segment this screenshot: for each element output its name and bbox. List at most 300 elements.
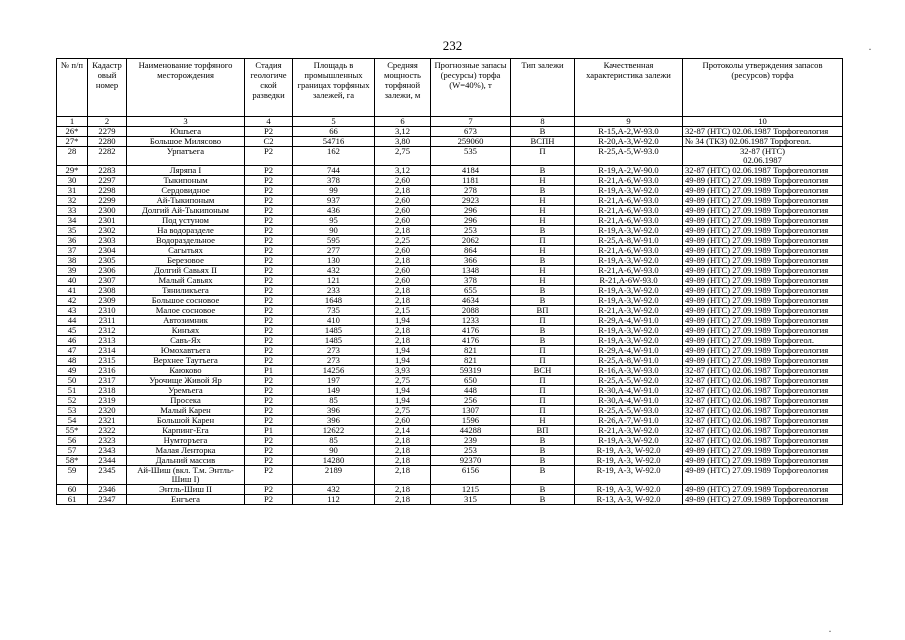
column-number: 3: [127, 117, 245, 127]
row-number: 44: [57, 316, 88, 326]
deposit-type: В: [511, 485, 575, 495]
area-value: 112: [293, 495, 375, 505]
table-row: [57, 296, 843, 306]
table-row: [57, 216, 843, 226]
exploration-stage: С2: [245, 137, 293, 147]
deposit-type: П: [511, 406, 575, 416]
deposit-type: В: [511, 127, 575, 137]
approval-protocol: 32-87 (НТС) 02.06.1987 Торфогеология: [683, 386, 843, 396]
reserves-value: 296: [431, 216, 511, 226]
header-cell: Средняя мощность торфяной залежи, м: [375, 59, 431, 117]
quality-characteristic: R-25,A-5,W-93.0: [575, 147, 683, 166]
row-number: 41: [57, 286, 88, 296]
quality-characteristic: R-21,A-6,W-93.0: [575, 246, 683, 256]
reserves-value: 673: [431, 127, 511, 137]
deposit-type: Н: [511, 196, 575, 206]
area-value: 121: [293, 276, 375, 286]
depth-value: 2,18: [375, 326, 431, 336]
cadastral-number: 2312: [88, 326, 127, 336]
page-number: 232: [442, 38, 463, 53]
reserves-value: 278: [431, 186, 511, 196]
depth-value: 1,94: [375, 316, 431, 326]
approval-protocol: 49-89 (НТС) 27.09.1989 Торфогеология: [683, 186, 843, 196]
exploration-stage: P2: [245, 236, 293, 246]
deposit-name: Большое Милясово: [127, 137, 245, 147]
exploration-stage: P2: [245, 396, 293, 406]
deposit-type: Н: [511, 206, 575, 216]
area-value: 396: [293, 416, 375, 426]
cadastral-number: 2308: [88, 286, 127, 296]
area-value: 54716: [293, 137, 375, 147]
column-number: 2: [88, 117, 127, 127]
deposit-type: П: [511, 346, 575, 356]
exploration-stage: P2: [245, 436, 293, 446]
row-number: 45: [57, 326, 88, 336]
deposit-name: Водораздельное: [127, 236, 245, 246]
peat-deposits-table: [56, 58, 843, 505]
approval-protocol: 32-87 (НТС) 02.06.1987 Торфогеология: [683, 127, 843, 137]
deposit-name: Долгий Ай-Тыкипоным: [127, 206, 245, 216]
approval-protocol: 32-87 (НТС) 02.06.1987 Торфогеология: [683, 416, 843, 426]
scan-dot-mark: ·: [868, 42, 872, 56]
depth-value: 2,60: [375, 176, 431, 186]
exploration-stage: P2: [245, 376, 293, 386]
exploration-stage: P2: [245, 316, 293, 326]
table-row: [57, 286, 843, 296]
row-number: 60: [57, 485, 88, 495]
cadastral-number: 2321: [88, 416, 127, 426]
deposit-name: Большое сосновое: [127, 296, 245, 306]
area-value: 197: [293, 376, 375, 386]
reserves-value: 2062: [431, 236, 511, 246]
deposit-type: В: [511, 296, 575, 306]
reserves-value: 44288: [431, 426, 511, 436]
header-row: [57, 59, 843, 117]
deposit-name: Автозимник: [127, 316, 245, 326]
exploration-stage: P2: [245, 495, 293, 505]
table-row: [57, 316, 843, 326]
deposit-type: В: [511, 436, 575, 446]
deposit-name: Долгий Савьях II: [127, 266, 245, 276]
quality-characteristic: R-19,A-2,W-90.0: [575, 166, 683, 176]
cadastral-number: 2313: [88, 336, 127, 346]
area-value: 1485: [293, 336, 375, 346]
row-number: 51: [57, 386, 88, 396]
table-row: [57, 456, 843, 466]
deposit-name: Сагытьях: [127, 246, 245, 256]
quality-characteristic: R-25,A-5,W-93.0: [575, 406, 683, 416]
deposit-name: Березовое: [127, 256, 245, 266]
approval-protocol: 49-89 (НТС) 27.09.1989 Торфогеология: [683, 485, 843, 495]
quality-characteristic: R-21,A-6,W-93.0: [575, 176, 683, 186]
quality-characteristic: R-19, A-3, W-92.0: [575, 466, 683, 485]
cadastral-number: 2298: [88, 186, 127, 196]
table-row: [57, 346, 843, 356]
exploration-stage: P2: [245, 226, 293, 236]
deposit-name: Савъ-Ях: [127, 336, 245, 346]
depth-value: 2,18: [375, 336, 431, 346]
deposit-type: В: [511, 466, 575, 485]
deposit-type: ВСН: [511, 366, 575, 376]
table-row: [57, 386, 843, 396]
exploration-stage: P2: [245, 166, 293, 176]
depth-value: 2,25: [375, 236, 431, 246]
exploration-stage: P1: [245, 426, 293, 436]
row-number: 33: [57, 206, 88, 216]
reserves-value: 259060: [431, 137, 511, 147]
deposit-type: В: [511, 446, 575, 456]
quality-characteristic: R-19,A-3,W-92.0: [575, 326, 683, 336]
row-number: 26*: [57, 127, 88, 137]
cadastral-number: 2316: [88, 366, 127, 376]
approval-protocol: 49-89 (НТС) 27.09.1989 Торфогеология: [683, 316, 843, 326]
quality-characteristic: R-26,A-7,W-91.0: [575, 416, 683, 426]
deposit-type: П: [511, 386, 575, 396]
deposit-name: На водоразделе: [127, 226, 245, 236]
depth-value: 1,94: [375, 396, 431, 406]
reserves-value: 650: [431, 376, 511, 386]
deposit-name: Тяниликъега: [127, 286, 245, 296]
deposit-type: П: [511, 236, 575, 246]
cadastral-number: 2302: [88, 226, 127, 236]
exploration-stage: P2: [245, 296, 293, 306]
approval-protocol: 32-87 (НТС) 02.06.1987 Торфогеология: [683, 406, 843, 416]
reserves-value: 256: [431, 396, 511, 406]
exploration-stage: P2: [245, 485, 293, 495]
deposit-type: В: [511, 286, 575, 296]
depth-value: 3,80: [375, 137, 431, 147]
quality-characteristic: R-29,A-4,W-91.0: [575, 316, 683, 326]
reserves-value: 4176: [431, 336, 511, 346]
cadastral-number: 2318: [88, 386, 127, 396]
row-number: 39: [57, 266, 88, 276]
table-row: [57, 147, 843, 166]
exploration-stage: P2: [245, 286, 293, 296]
cadastral-number: 2317: [88, 376, 127, 386]
quality-characteristic: R-30,A-4,W-91.0: [575, 386, 683, 396]
reserves-value: 253: [431, 446, 511, 456]
area-value: 744: [293, 166, 375, 176]
exploration-stage: P2: [245, 196, 293, 206]
reserves-value: 655: [431, 286, 511, 296]
cadastral-number: 2297: [88, 176, 127, 186]
cadastral-number: 2303: [88, 236, 127, 246]
row-number: 38: [57, 256, 88, 266]
deposit-type: В: [511, 226, 575, 236]
area-value: 2189: [293, 466, 375, 485]
cadastral-number: 2320: [88, 406, 127, 416]
cadastral-number: 2314: [88, 346, 127, 356]
approval-protocol: 32-87 (НТС) 02.06.1987 Торфогеология: [683, 166, 843, 176]
deposit-name: Дальний массив: [127, 456, 245, 466]
column-number-row: [57, 117, 843, 127]
depth-value: 2,60: [375, 416, 431, 426]
deposit-type: В: [511, 456, 575, 466]
deposit-type: В: [511, 256, 575, 266]
exploration-stage: P2: [245, 336, 293, 346]
reserves-value: 4184: [431, 166, 511, 176]
cadastral-number: 2307: [88, 276, 127, 286]
header-cell: Стадия геологиче ской разведки: [245, 59, 293, 117]
cadastral-number: 2301: [88, 216, 127, 226]
exploration-stage: P2: [245, 206, 293, 216]
reserves-value: 448: [431, 386, 511, 396]
exploration-stage: P2: [245, 346, 293, 356]
table-row: [57, 176, 843, 186]
row-number: 56: [57, 436, 88, 446]
deposit-name: Ай-Тыкипоным: [127, 196, 245, 206]
area-value: 66: [293, 127, 375, 137]
row-number: 28: [57, 147, 88, 166]
deposit-name: Кинъях: [127, 326, 245, 336]
exploration-stage: P2: [245, 176, 293, 186]
area-value: 95: [293, 216, 375, 226]
header-cell: Площадь в промышленных границах торфяных залежей, га: [293, 59, 375, 117]
row-number: 43: [57, 306, 88, 316]
row-number: 30: [57, 176, 88, 186]
table-row: [57, 466, 843, 485]
area-value: 378: [293, 176, 375, 186]
area-value: 14280: [293, 456, 375, 466]
quality-characteristic: R-19,A-3,W-92.0: [575, 296, 683, 306]
quality-characteristic: R-21,A-6,W-93.0: [575, 196, 683, 206]
exploration-stage: P2: [245, 266, 293, 276]
row-number: 50: [57, 376, 88, 386]
reserves-value: 59319: [431, 366, 511, 376]
depth-value: 3,93: [375, 366, 431, 376]
depth-value: 2,18: [375, 456, 431, 466]
area-value: 937: [293, 196, 375, 206]
deposit-name: Верхнее Таутъега: [127, 356, 245, 366]
row-number: 42: [57, 296, 88, 306]
table-row: [57, 406, 843, 416]
area-value: 90: [293, 226, 375, 236]
row-number: 46: [57, 336, 88, 346]
row-number: 48: [57, 356, 88, 366]
quality-characteristic: R-21,A-6,W-93.0: [575, 266, 683, 276]
table-row: [57, 306, 843, 316]
area-value: 410: [293, 316, 375, 326]
table-row: [57, 166, 843, 176]
approval-protocol: 32-87 (НТС) 02.06.1987 Торфогеология: [683, 366, 843, 376]
depth-value: 2,60: [375, 216, 431, 226]
deposit-type: П: [511, 147, 575, 166]
depth-value: 2,18: [375, 495, 431, 505]
table-row: [57, 336, 843, 346]
reserves-value: 315: [431, 495, 511, 505]
deposit-type: В: [511, 326, 575, 336]
column-number: 4: [245, 117, 293, 127]
deposit-name: Нумторъега: [127, 436, 245, 446]
quality-characteristic: R-25,A-5,W-92.0: [575, 376, 683, 386]
table-body: [57, 127, 843, 505]
quality-characteristic: R-21,A-6,W-93.0: [575, 206, 683, 216]
approval-protocol: 49-89 (НТС) 27.09.1989 Торфогеол.: [683, 336, 843, 346]
cadastral-number: 2279: [88, 127, 127, 137]
quality-characteristic: R-19, A-3, W-92.0: [575, 485, 683, 495]
cadastral-number: 2310: [88, 306, 127, 316]
area-value: 436: [293, 206, 375, 216]
reserves-value: 1307: [431, 406, 511, 416]
depth-value: 2,18: [375, 226, 431, 236]
row-number: 54: [57, 416, 88, 426]
deposit-name: Малый Карен: [127, 406, 245, 416]
exploration-stage: P2: [245, 276, 293, 286]
area-value: 85: [293, 396, 375, 406]
approval-protocol: 49-89 (НТС) 27.09.1989 Торфогеология: [683, 206, 843, 216]
deposit-type: П: [511, 376, 575, 386]
table-row: [57, 416, 843, 426]
approval-protocol: 49-89 (НТС) 27.09.1989 Торфогеология: [683, 176, 843, 186]
reserves-value: 296: [431, 206, 511, 216]
approval-protocol: 32-87 (НТС) 02.06.1987 Торфогеология: [683, 426, 843, 436]
cadastral-number: 2280: [88, 137, 127, 147]
cadastral-number: 2345: [88, 466, 127, 485]
depth-value: 2,60: [375, 276, 431, 286]
deposit-type: Н: [511, 416, 575, 426]
reserves-value: 2923: [431, 196, 511, 206]
row-number: 47: [57, 346, 88, 356]
deposit-type: ВП: [511, 426, 575, 436]
area-value: 432: [293, 266, 375, 276]
depth-value: 2,75: [375, 376, 431, 386]
row-number: 31: [57, 186, 88, 196]
table-row: [57, 226, 843, 236]
depth-value: 2,18: [375, 446, 431, 456]
table-row: [57, 196, 843, 206]
cadastral-number: 2344: [88, 456, 127, 466]
row-number: 37: [57, 246, 88, 256]
exploration-stage: P2: [245, 246, 293, 256]
approval-protocol: 49-89 (НТС) 27.09.1989 Торфогеология: [683, 236, 843, 246]
deposit-name: Сердовидное: [127, 186, 245, 196]
exploration-stage: P2: [245, 306, 293, 316]
column-number: 7: [431, 117, 511, 127]
row-number: 29*: [57, 166, 88, 176]
approval-protocol: 49-89 (НТС) 27.09.1989 Торфогеология: [683, 446, 843, 456]
quality-characteristic: R-21,A-6W-93.0: [575, 276, 683, 286]
deposit-type: Н: [511, 266, 575, 276]
reserves-value: 864: [431, 246, 511, 256]
table-row: [57, 436, 843, 446]
quality-characteristic: R-19,A-3,W-92.0: [575, 336, 683, 346]
depth-value: 1,94: [375, 346, 431, 356]
quality-characteristic: R-19,A-3,W-92.0: [575, 256, 683, 266]
quality-characteristic: R-19, A-3, W-92.0: [575, 456, 683, 466]
area-value: 273: [293, 346, 375, 356]
exploration-stage: P2: [245, 186, 293, 196]
cadastral-number: 2311: [88, 316, 127, 326]
cadastral-number: 2305: [88, 256, 127, 266]
row-number: 59: [57, 466, 88, 485]
depth-value: 2,75: [375, 147, 431, 166]
deposit-name: Юмохавтъега: [127, 346, 245, 356]
depth-value: 2,18: [375, 436, 431, 446]
exploration-stage: P2: [245, 127, 293, 137]
table-row: [57, 376, 843, 386]
approval-protocol: 49-89 (НТС) 27.09.1989 Торфогеология: [683, 226, 843, 236]
area-value: 14256: [293, 366, 375, 376]
row-number: 61: [57, 495, 88, 505]
table-row: [57, 266, 843, 276]
header-cell: Кадастр овый номер: [88, 59, 127, 117]
header-cell: Тип залежи: [511, 59, 575, 117]
quality-characteristic: R-21,A-6,W-93.0: [575, 216, 683, 226]
deposit-name: Каюково: [127, 366, 245, 376]
cadastral-number: 2299: [88, 196, 127, 206]
approval-protocol: 32-87 (НТС) 02.06.1987 Торфогеология: [683, 376, 843, 386]
approval-protocol: 49-89 (НТС) 27.09.1989 Торфогеология: [683, 246, 843, 256]
reserves-value: 366: [431, 256, 511, 266]
deposit-type: ВСПН: [511, 137, 575, 147]
reserves-value: 4176: [431, 326, 511, 336]
deposit-name: Уремъега: [127, 386, 245, 396]
depth-value: 3,12: [375, 166, 431, 176]
cadastral-number: 2323: [88, 436, 127, 446]
row-number: 34: [57, 216, 88, 226]
approval-protocol: 49-89 (НТС) 27.09.1989 Торфогеология: [683, 256, 843, 266]
approval-protocol: № 34 (ТКЗ) 02.06.1987 Торфогеол.: [683, 137, 843, 147]
depth-value: 2,18: [375, 296, 431, 306]
quality-characteristic: R-13, A-3, W-92.0: [575, 495, 683, 505]
approval-protocol: 32-87 (НТС) 02.06.1987: [683, 147, 843, 166]
depth-value: 2,18: [375, 466, 431, 485]
reserves-value: 92370: [431, 456, 511, 466]
quality-characteristic: R-21,A-3,W-92.0: [575, 306, 683, 316]
reserves-value: 4634: [431, 296, 511, 306]
cadastral-number: 2300: [88, 206, 127, 216]
table-row: [57, 186, 843, 196]
exploration-stage: P2: [245, 446, 293, 456]
area-value: 735: [293, 306, 375, 316]
quality-characteristic: R-25,A-8,W-91.0: [575, 236, 683, 246]
approval-protocol: 49-89 (НТС) 27.09.1989 Торфогеология: [683, 306, 843, 316]
deposit-type: Н: [511, 276, 575, 286]
cadastral-number: 2347: [88, 495, 127, 505]
cadastral-number: 2309: [88, 296, 127, 306]
area-value: 1485: [293, 326, 375, 336]
cadastral-number: 2306: [88, 266, 127, 276]
table-row: [57, 236, 843, 246]
deposit-name: Энтль-Шиш II: [127, 485, 245, 495]
area-value: 162: [293, 147, 375, 166]
column-number: 9: [575, 117, 683, 127]
deposit-type: В: [511, 495, 575, 505]
approval-protocol: 49-89 (НТС) 27.09.1989 Торфогеология: [683, 326, 843, 336]
depth-value: 2,14: [375, 426, 431, 436]
exploration-stage: P1: [245, 366, 293, 376]
quality-characteristic: R-19,A-3,W-92.0: [575, 436, 683, 446]
quality-characteristic: R-25,A-8,W-91.0: [575, 356, 683, 366]
area-value: 432: [293, 485, 375, 495]
deposit-type: П: [511, 356, 575, 366]
row-number: 58*: [57, 456, 88, 466]
depth-value: 1,94: [375, 386, 431, 396]
depth-value: 3,12: [375, 127, 431, 137]
cadastral-number: 2343: [88, 446, 127, 456]
depth-value: 2,60: [375, 266, 431, 276]
exploration-stage: P2: [245, 356, 293, 366]
table-row: [57, 127, 843, 137]
reserves-value: 1348: [431, 266, 511, 276]
deposit-type: ВП: [511, 306, 575, 316]
row-number: 27*: [57, 137, 88, 147]
deposit-name: Юшъега: [127, 127, 245, 137]
column-number: 1: [57, 117, 88, 127]
approval-protocol-date: 02.06.1987: [743, 155, 782, 165]
depth-value: 2,18: [375, 256, 431, 266]
area-value: 277: [293, 246, 375, 256]
